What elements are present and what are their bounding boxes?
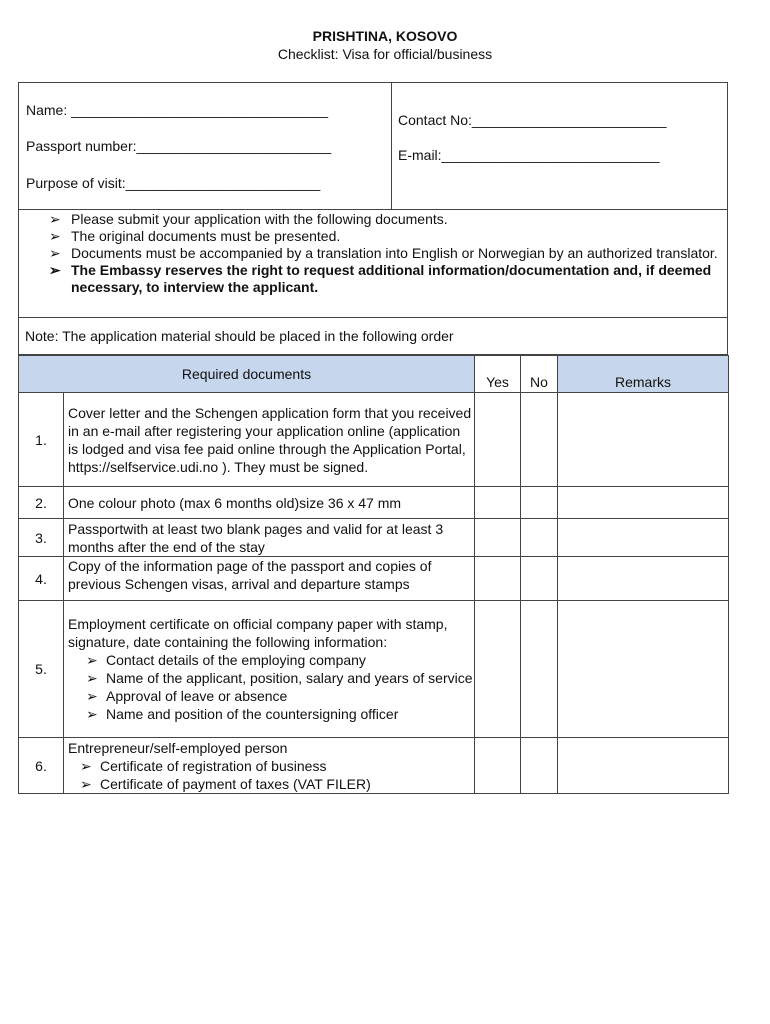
note-box [18,317,728,355]
sub-item-text: Name and position of the countersigning officer [106,706,399,722]
table-row [19,487,729,519]
sub-item [86,705,474,723]
remarks-cell[interactable] [558,519,729,557]
no-checkbox-cell[interactable] [521,519,558,557]
no-checkbox-cell[interactable] [521,487,558,519]
header-yes: Yes [475,356,521,393]
sub-list [68,651,474,723]
row-description-text: Entrepreneur/self-employed person [68,739,288,756]
row-description: Copy of the information page of the passport and copies of previous Schengen visas, arrival and departure stamps [64,557,475,601]
yes-checkbox-cell[interactable] [475,557,521,601]
row-number: 3. [19,519,64,557]
sub-item-text: Certificate of payment of taxes (VAT FILER) [100,775,371,792]
sub-item [86,651,474,669]
document-subtitle: Checklist: Visa for official/business [277,46,493,62]
no-checkbox-cell[interactable] [521,393,558,487]
instruction-text: The Embassy reserves the right to request additional information/documentation and, if deemed necessary, to interview the applicant. [71,262,712,295]
arrow-bullet-icon: ➢ [86,688,98,704]
table-row [19,393,729,487]
document-title: PRISHTINA, KOSOVO [312,28,458,44]
instruction-text: Documents must be accompanied by a translation into English or Norwegian by an authorized translator. [71,245,718,261]
row-description-text: Employment certificate on official company paper with stamp, signature, date containing the following information: [68,616,448,650]
table-row [19,519,729,557]
sub-item [80,757,474,775]
instruction-item [49,228,719,245]
remarks-cell[interactable] [558,393,729,487]
row-number: 6. [19,738,64,794]
row-description: Passportwith at least two blank pages and valid for at least 3 months after the end of the stay [64,519,475,557]
order-note: Note: The application material should be placed in the following order [25,328,454,344]
document-header [0,27,770,63]
no-checkbox-cell[interactable] [521,738,558,794]
row-number: 2. [19,487,64,519]
remarks-cell[interactable] [558,601,729,738]
required-documents-table [18,355,729,794]
yes-checkbox-cell[interactable] [475,487,521,519]
sub-item-text: Approval of leave or absence [106,688,288,704]
arrow-bullet-icon: ➢ [49,228,61,244]
sub-item-text: Contact details of the employing company [106,652,366,668]
row-description: Cover letter and the Schengen application form that you received in an e-mail after registering your application online (application is lodged and visa fee paid online through the Application Portal, https://selfservice.udi.no ). They must be signed. [64,393,475,487]
header-no: No [521,356,558,393]
row-number: 4. [19,557,64,601]
instructions-box [18,209,728,318]
instruction-text: The original documents must be presented. [71,228,341,244]
instruction-item [49,262,719,296]
sub-item [86,669,474,687]
remarks-cell[interactable] [558,487,729,519]
table-row [19,601,729,738]
arrow-bullet-icon: ➢ [86,670,98,686]
row-description: One colour photo (max 6 months old)size 36 x 47 mm [64,487,475,519]
instructions-list [49,211,719,296]
row-description [64,601,475,738]
no-checkbox-cell[interactable] [521,601,558,738]
header-remarks: Remarks [558,356,729,393]
table-row [19,738,729,794]
email-field[interactable]: E-mail:____________________________ [398,147,660,163]
sub-item-text: Certificate of registration of business [100,757,327,774]
arrow-bullet-icon: ➢ [49,245,61,261]
passport-number-field[interactable]: Passport number:_________________________ [26,138,332,154]
info-divider [391,83,392,209]
yes-checkbox-cell[interactable] [475,601,521,738]
purpose-of-visit-field[interactable]: Purpose of visit:_________________________ [26,175,321,191]
table-row [19,557,729,601]
instruction-item [49,211,719,228]
arrow-bullet-icon: ➢ [80,757,92,774]
sub-item-text: Name of the applicant, position, salary and years of service [106,670,473,686]
remarks-cell[interactable] [558,557,729,601]
yes-checkbox-cell[interactable] [475,519,521,557]
sub-item [80,775,474,793]
row-number: 5. [19,601,64,738]
arrow-bullet-icon: ➢ [49,211,61,227]
no-checkbox-cell[interactable] [521,557,558,601]
sub-list [68,757,474,793]
name-field[interactable]: Name: _________________________________ [26,102,329,118]
yes-checkbox-cell[interactable] [475,738,521,794]
yes-checkbox-cell[interactable] [475,393,521,487]
row-description [64,738,475,794]
header-required-documents: Required documents [19,356,475,393]
applicant-info-box [18,82,728,210]
instruction-item [49,245,719,262]
arrow-bullet-icon: ➢ [86,652,98,668]
arrow-bullet-icon: ➢ [86,706,98,722]
arrow-bullet-icon: ➢ [80,775,92,792]
instruction-text: Please submit your application with the following documents. [71,211,448,227]
remarks-cell[interactable] [558,738,729,794]
contact-number-field[interactable]: Contact No:_________________________ [398,112,667,128]
row-number: 1. [19,393,64,487]
arrow-bullet-icon: ➢ [49,262,61,278]
sub-item [86,687,474,705]
